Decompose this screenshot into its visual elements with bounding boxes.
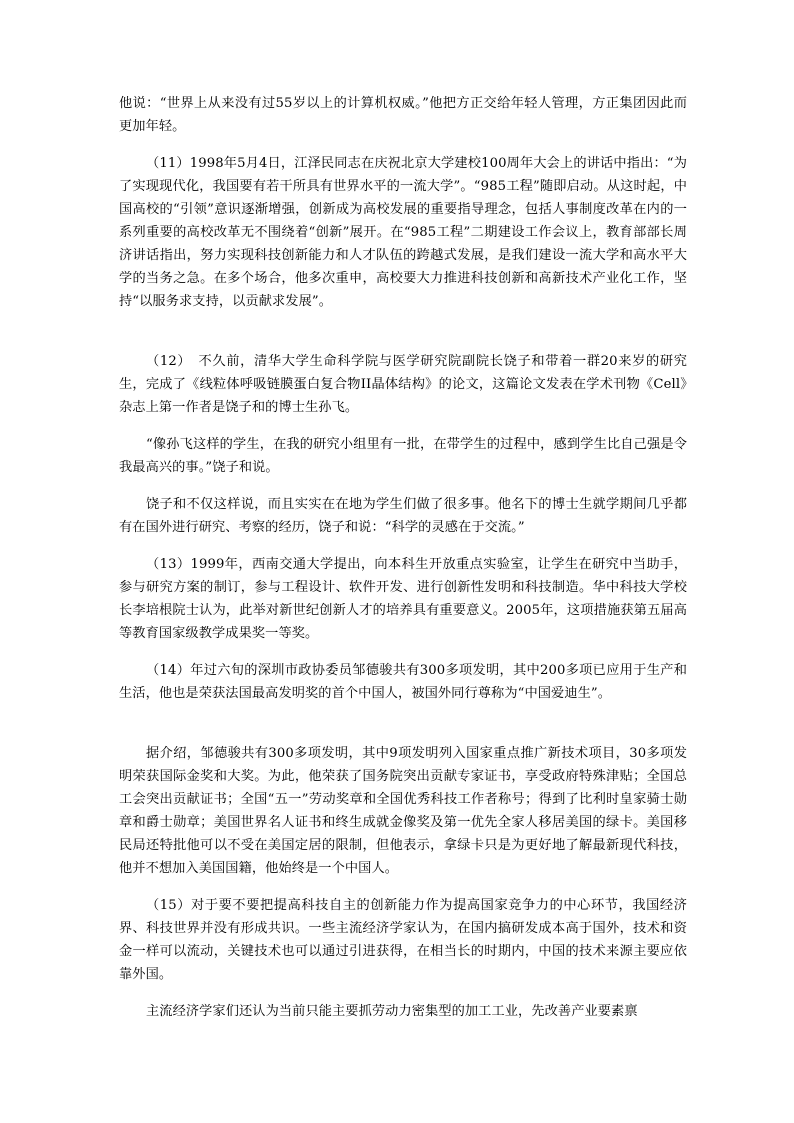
paragraph-4: “像孙飞这样的学生，在我的研究小组里有一批，在带学生的过程中，感到学生比自己强是令我最高兴的事。”饶子和说。 xyxy=(119,437,687,475)
paragraph-5: 饶子和不仅这样说，而且实实在在地为学生们做了很多事。他名下的博士生就学期间几乎都有在国外进行研究、考察的经历，饶子和说：“科学的灵感在于交流。” xyxy=(119,497,687,535)
paragraph-7: （14）年过六旬的深圳市政协委员邹德骏共有300多项发明，其中200多项已应用于生产和生活，他也是荣获法国最高发明奖的首个中国人，被国外同行尊称为“中国爱迪生”。 xyxy=(119,663,687,701)
paragraph-1: 他说：“世界上从来没有过55岁以上的计算机权威。”他把方正交给年轻人管理，方正集团因此而更加年轻。 xyxy=(119,96,687,134)
document-body xyxy=(119,92,687,1023)
paragraph-2: （11）1998年5月4日，江泽民同志在庆祝北京大学建校100周年大会上的讲话中指出：“为了实现现代化，我国要有若干所具有世界水平的一流大学”。“985工程”随即启动。从这时起，中国高校的“引领”意识逐渐增强，创新成为高校发展的重要指导理念，包括人事制度改革在内的一系列重要的高校改革无不围绕着“创新”展开。在“985工程”二期建设工作会议上，教育部部长周济讲话指出，努力实现科技创新能力和人才队伍的跨越式发展，是我们建设一流大学和高水平大学的当务之急。在多个场合，他多次重申，高校要大力推进科技创新和高新技术产业化工作，坚持“以服务求支持，以贡献求发展”。 xyxy=(119,156,687,309)
paragraph-9: （15）对于要不要把提高科技自主的创新能力作为提高国家竞争力的中心环节，我国经济界、科技世界并没有形成共识。一些主流经济学家认为，在国内搞研发成本高于国外，技术和资金一样可以流动，关键技术也可以通过引进获得，在相当长的时期内，中国的技术来源主要应依靠外国。 xyxy=(119,898,687,982)
paragraph-8: 据介绍，邹德骏共有300多项发明，其中9项发明列入国家重点推广新技术项目，30多项发明荣获国际金奖和大奖。为此，他荣获了国务院突出贡献专家证书，享受政府特殊津贴；全国总工会突出贡献证书；全国“五一”劳动奖章和全国优秀科技工作者称号；得到了比利时皇家骑士勋章和爵士勋章；美国世界名人证书和终生成就金像奖及第一优先全家人移居美国的绿卡。美国移民局还特批他可以不受在美国定居的限制，但他表示，拿绿卡只是为更好地了解最新现代科技，他并不想加入美国国籍，他始终是一个中国人。 xyxy=(119,746,687,876)
paragraph-10: 主流经济学家们还认为当前只能主要抓劳动力密集型的加工工业，先改善产业要素禀 xyxy=(146,1004,638,1019)
paragraph-6: （13）1999年，西南交通大学提出，向本科生开放重点实验室，让学生在研究中当助手，参与研究方案的制订，参与工程设计、软件开发、进行创新性发明和科技制造。华中科技大学校长李培根院士认为，此举对新世纪创新人才的培养具有重要意义。2005年，这项措施获第五届高等教育国家级教学成果奖一等奖。 xyxy=(119,557,687,641)
paragraph-3: （12） 不久前，清华大学生命科学院与医学研究院副院长饶子和带着一群20来岁的研究生，完成了《线粒体呼吸链膜蛋白复合物II晶体结构》的论文，这篇论文发表在学术刊物《Cell》杂志上第一作者是饶子和的博士生孙飞。 xyxy=(119,354,687,415)
